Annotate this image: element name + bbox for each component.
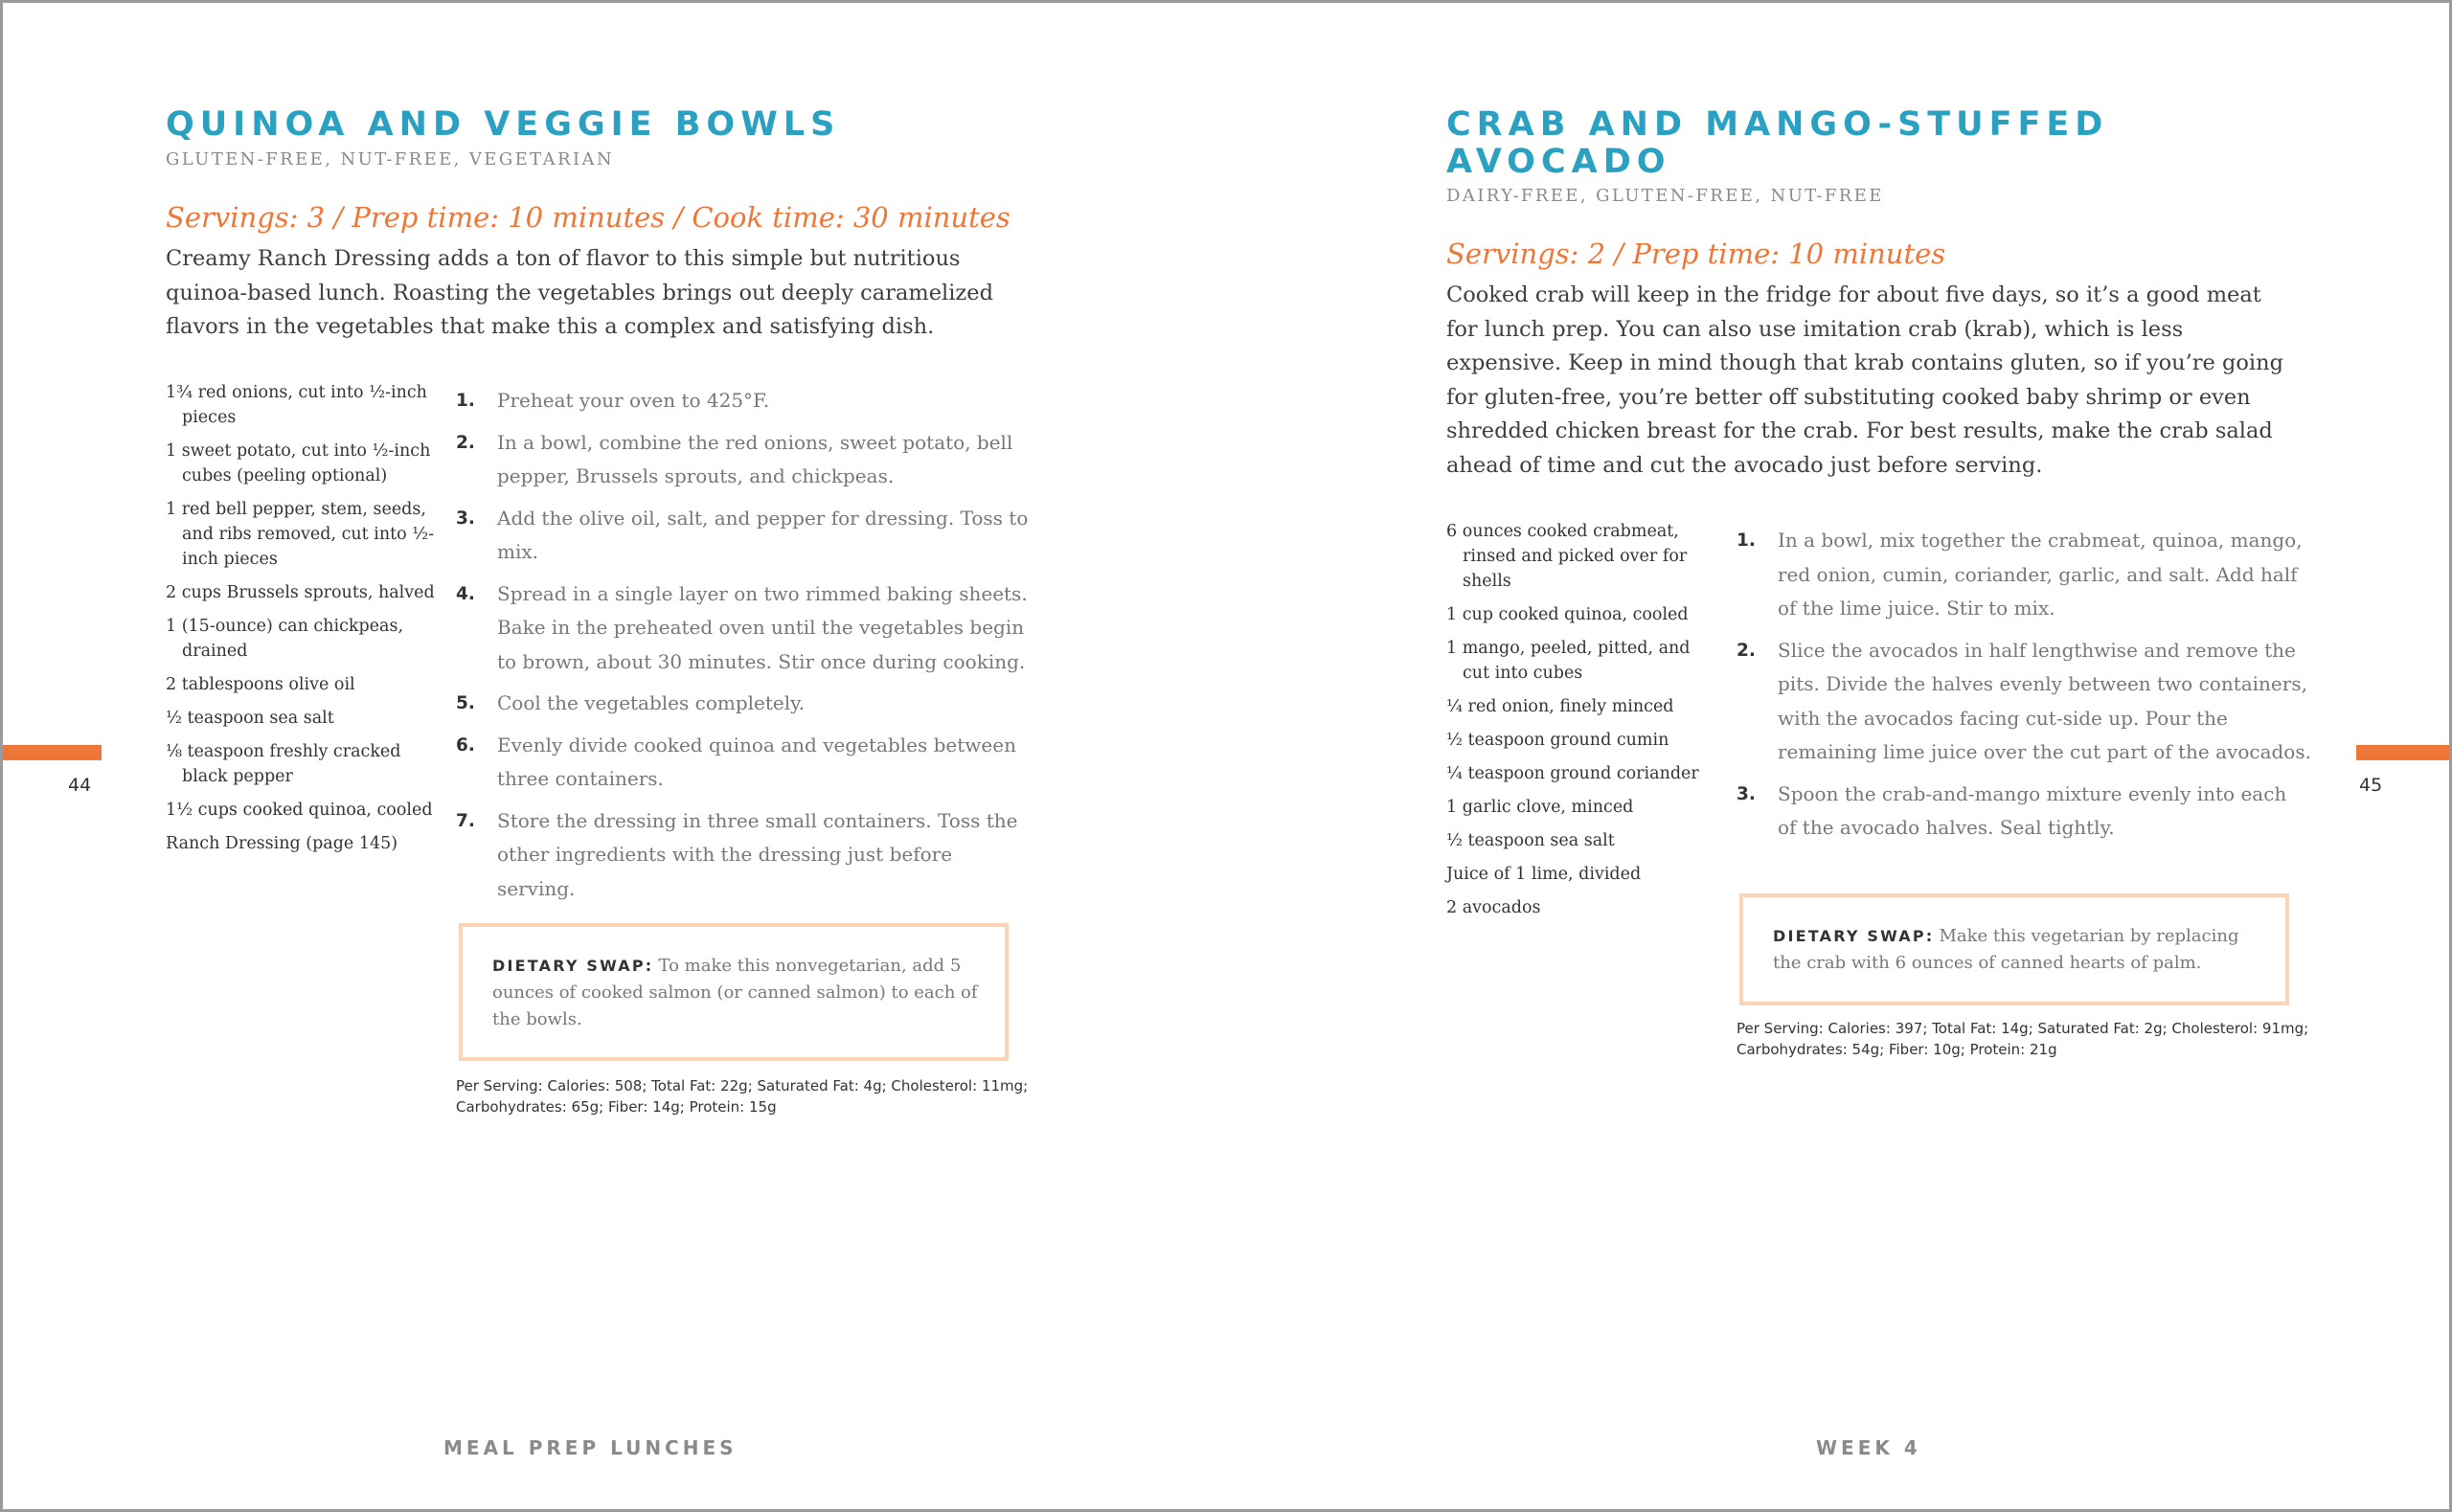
step-number: 3. — [456, 508, 475, 529]
step-number: 5. — [456, 693, 475, 713]
step-number: 3. — [1737, 783, 1756, 804]
method-step — [1737, 778, 2311, 846]
page-tab-marker — [2356, 745, 2452, 760]
step-number: 1. — [1737, 530, 1756, 551]
step-text: In a bowl, mix together the crabmeat, quinoa, mango, red onion, cumin, coriander, garlic, and salt. Add half of the lime juice. Stir to mix. — [1778, 529, 2303, 620]
dietary-swap-label: DIETARY SWAP: — [1773, 927, 1935, 945]
recipe-intro: Creamy Ranch Dressing adds a ton of flavor to this simple but nutritious quinoa-based lunch. Roasting the vegetables brings out deeply caramelized flavors in the vegetables that make this a complex and satisfying dish. — [166, 246, 993, 339]
step-number: 2. — [1737, 640, 1756, 661]
ingredient-item: 2 cups Brussels sprouts, halved — [166, 583, 435, 602]
ingredient-item: ½ teaspoon sea salt — [166, 709, 334, 728]
ingredient-item: ¼ red onion, finely minced — [1446, 697, 1674, 716]
step-text: In a bowl, combine the red onions, sweet potato, bell pepper, Brussels sprouts, and chickpeas. — [497, 430, 1013, 487]
method-step — [456, 729, 1031, 797]
dietary-swap-box — [459, 923, 1009, 1061]
ingredient-item: 1 red bell pepper, stem, seeds, and ribs removed, cut into ½-inch pieces — [166, 500, 435, 569]
ingredient-item: 1 cup cooked quinoa, cooled — [1446, 605, 1689, 624]
ingredient-item: 6 ounces cooked crabmeat, rinsed and picked over for shells — [1446, 522, 1688, 591]
ingredient-item: 1 sweet potato, cut into ½-inch cubes (peeling optional) — [166, 441, 431, 485]
running-footer: WEEK 4 — [1816, 1436, 1921, 1459]
method-step — [1737, 634, 2311, 770]
step-text: Spread in a single layer on two rimmed baking sheets. Bake in the preheated oven until the vegetables begin to brown, about 30 minutes. Stir once during cooking. — [497, 581, 1028, 673]
ingredient-item: ¼ teaspoon ground coriander — [1446, 764, 1699, 783]
page-number: 45 — [2359, 775, 2383, 796]
ingredient-item: ½ teaspoon sea salt — [1446, 831, 1615, 850]
ingredient-item: 1¾ red onions, cut into ½-inch pieces — [166, 383, 427, 427]
dietary-swap-box — [1739, 893, 2289, 1005]
ingredient-item: 1 mango, peeled, pitted, and cut into cubes — [1446, 639, 1691, 683]
ingredient-list — [1446, 519, 1719, 929]
step-number: 4. — [456, 583, 475, 604]
running-footer: MEAL PREP LUNCHES — [443, 1436, 738, 1459]
ingredient-item: ⅛ teaspoon freshly cracked black pepper — [166, 742, 401, 786]
method-step — [456, 502, 1031, 570]
step-text: Add the olive oil, salt, and pepper for dressing. Toss to mix. — [497, 506, 1029, 563]
step-text: Preheat your oven to 425°F. — [497, 389, 770, 412]
method-step — [456, 577, 1031, 680]
method-steps — [456, 384, 1031, 914]
step-text: Store the dressing in three small containers. Toss the other ingredients with the dressing just before serving. — [497, 808, 1018, 900]
method-step — [456, 804, 1031, 907]
ingredient-item: ½ teaspoon ground cumin — [1446, 731, 1669, 750]
method-step — [456, 426, 1031, 494]
page-tab-marker — [3, 745, 102, 760]
ingredient-item: 2 tablespoons olive oil — [166, 675, 355, 694]
method-step — [456, 687, 1031, 721]
ingredient-item: Juice of 1 lime, divided — [1446, 865, 1642, 884]
recipe-intro: Cooked crab will keep in the fridge for about five days, so it’s a good meat for lunch prep. You can also use imitation crab (krab), which is less expensive. Keep in mind though that krab contains gluten, so if you’re going for gluten-free, you’re better off substituting cooked baby shrimp or even shredded chicken breast for the crab. For best results, make the crab salad ahead of time and cut the avocado just before serving. — [1446, 282, 2284, 478]
dietary-swap-label: DIETARY SWAP: — [492, 957, 654, 975]
ingredient-item: Ranch Dressing (page 145) — [166, 834, 398, 853]
dietary-tags: GLUTEN-FREE, NUT-FREE, VEGETARIAN — [166, 149, 615, 169]
step-number: 2. — [456, 432, 475, 453]
dietary-swap-text: To make this nonvegetarian, add 5 ounces of cooked salmon (or canned salmon) to each of the bowls. — [492, 956, 978, 1029]
nutrition-info: Per Serving: Calories: 397; Total Fat: 14g; Saturated Fat: 2g; Cholesterol: 91mg; Carbohydrates: 54g; Fiber: 10g; Protein: 21g — [1737, 1020, 2309, 1058]
page-number: 44 — [68, 775, 92, 796]
step-text: Cool the vegetables completely. — [497, 691, 806, 714]
recipe-title: QUINOA AND VEGGIE BOWLS — [166, 105, 841, 144]
step-text: Spoon the crab-and-mango mixture evenly into each of the avocado halves. Seal tightly. — [1778, 781, 2287, 839]
step-number: 7. — [456, 810, 475, 831]
ingredient-item: 1 (15-ounce) can chickpeas, drained — [166, 617, 404, 661]
step-number: 6. — [456, 734, 475, 756]
dietary-tags: DAIRY-FREE, GLUTEN-FREE, NUT-FREE — [1446, 186, 1884, 206]
dietary-swap-text: Make this vegetarian by replacing the crab with 6 ounces of canned hearts of palm. — [1773, 926, 2239, 973]
step-text: Slice the avocados in half lengthwise and remove the pits. Divide the halves evenly between two containers, with the avocados facing cut-side up. Pour the remaining lime juice over the cut part of the avocados. — [1778, 638, 2311, 763]
method-steps — [1737, 524, 2311, 853]
step-number: 1. — [456, 391, 475, 411]
ingredient-list — [166, 380, 439, 865]
servings-info: Servings: 3 / Prep time: 10 minutes / Cook time: 30 minutes — [166, 201, 1010, 234]
left-page — [3, 3, 1229, 1509]
step-text: Evenly divide cooked quinoa and vegetables between three containers. — [497, 733, 1016, 790]
nutrition-info: Per Serving: Calories: 508; Total Fat: 22g; Saturated Fat: 4g; Cholesterol: 11mg; Carbohydrates: 65g; Fiber: 14g; Protein: 15g — [456, 1077, 1029, 1116]
ingredient-item: 1½ cups cooked quinoa, cooled — [166, 801, 433, 820]
method-step — [1737, 524, 2311, 626]
right-page — [1229, 3, 2452, 1509]
servings-info: Servings: 2 / Prep time: 10 minutes — [1446, 237, 1946, 270]
method-step — [456, 384, 1031, 418]
ingredient-item: 1 garlic clove, minced — [1446, 798, 1634, 817]
ingredient-item: 2 avocados — [1446, 898, 1541, 917]
recipe-title: CRAB AND MANGO-STUFFED AVOCADO — [1446, 105, 2109, 181]
